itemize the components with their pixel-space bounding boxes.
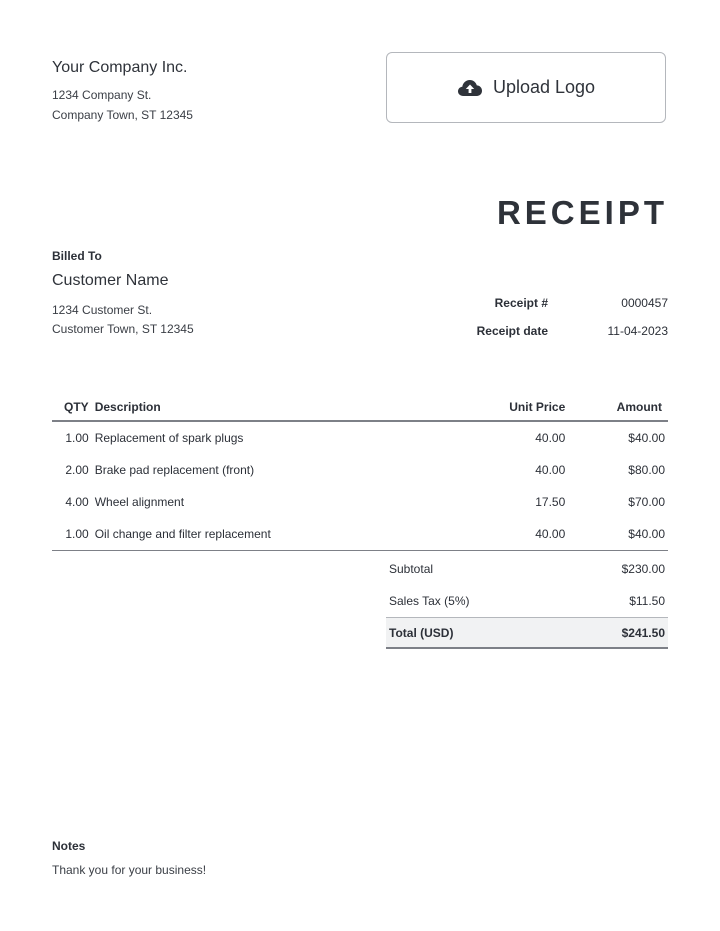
row-qty: 1.00	[65, 431, 89, 445]
row-amount: $80.00	[628, 463, 665, 477]
receipt-date-value: 11-04-2023	[607, 324, 668, 338]
row-description: Brake pad replacement (front)	[94, 463, 255, 477]
company-town: Company Town, ST 12345	[52, 108, 193, 122]
sales-tax-row	[386, 585, 668, 617]
subtotal-value: $230.00	[621, 562, 665, 576]
table-row	[52, 486, 668, 518]
subtotal-row	[386, 553, 668, 585]
header-description: Description	[95, 394, 419, 421]
header-qty: QTY	[52, 394, 95, 421]
row-description: Replacement of spark plugs	[94, 431, 244, 445]
company-street: 1234 Company St.	[52, 88, 152, 102]
line-items-table	[52, 394, 668, 551]
row-unit-price: 40.00	[535, 431, 566, 445]
row-unit-price: 40.00	[535, 463, 566, 477]
notes-text: Thank you for your business!	[52, 863, 207, 877]
sales-tax-value: $11.50	[629, 594, 665, 608]
header-amount: Amount	[565, 394, 668, 421]
cloud-upload-icon	[457, 78, 483, 98]
company-name: Your Company Inc.	[52, 59, 188, 76]
customer-street: 1234 Customer St.	[52, 303, 153, 317]
row-unit-price: 40.00	[418, 518, 565, 551]
row-qty: 4.00	[65, 495, 89, 509]
upload-logo-label: Upload Logo	[492, 77, 596, 97]
receipt-number-value: 0000457	[621, 296, 668, 310]
row-amount: $40.00	[565, 518, 668, 551]
row-unit-price: 17.50	[535, 495, 566, 509]
table-row	[52, 421, 668, 454]
row-description: Wheel alignment	[94, 495, 185, 509]
customer-town: Customer Town, ST 12345	[52, 322, 194, 336]
subtotal-label: Subtotal	[389, 562, 434, 576]
totals-section	[386, 553, 668, 649]
row-qty: 2.00	[65, 463, 89, 477]
billed-to-label: Billed To	[52, 249, 102, 263]
total-label: Total (USD)	[389, 625, 454, 640]
row-description: Oil change and filter replacement	[95, 518, 419, 551]
customer-name: Customer Name	[52, 272, 169, 289]
receipt-date-label: Receipt date	[476, 324, 548, 338]
table-header-row	[52, 394, 668, 421]
sales-tax-label: Sales Tax (5%)	[389, 594, 470, 608]
table-row	[52, 518, 668, 551]
row-amount: $70.00	[628, 495, 665, 509]
table-row	[52, 454, 668, 486]
upload-logo-button[interactable]	[386, 52, 666, 123]
receipt-number-label: Receipt #	[494, 296, 548, 310]
header-unit-price: Unit Price	[418, 394, 565, 421]
row-qty: 1.00	[52, 518, 95, 551]
total-row	[386, 617, 668, 649]
total-value: $241.50	[621, 625, 665, 640]
document-title: RECEIPT	[496, 194, 668, 231]
row-amount: $40.00	[628, 431, 665, 445]
notes-label: Notes	[52, 839, 86, 853]
